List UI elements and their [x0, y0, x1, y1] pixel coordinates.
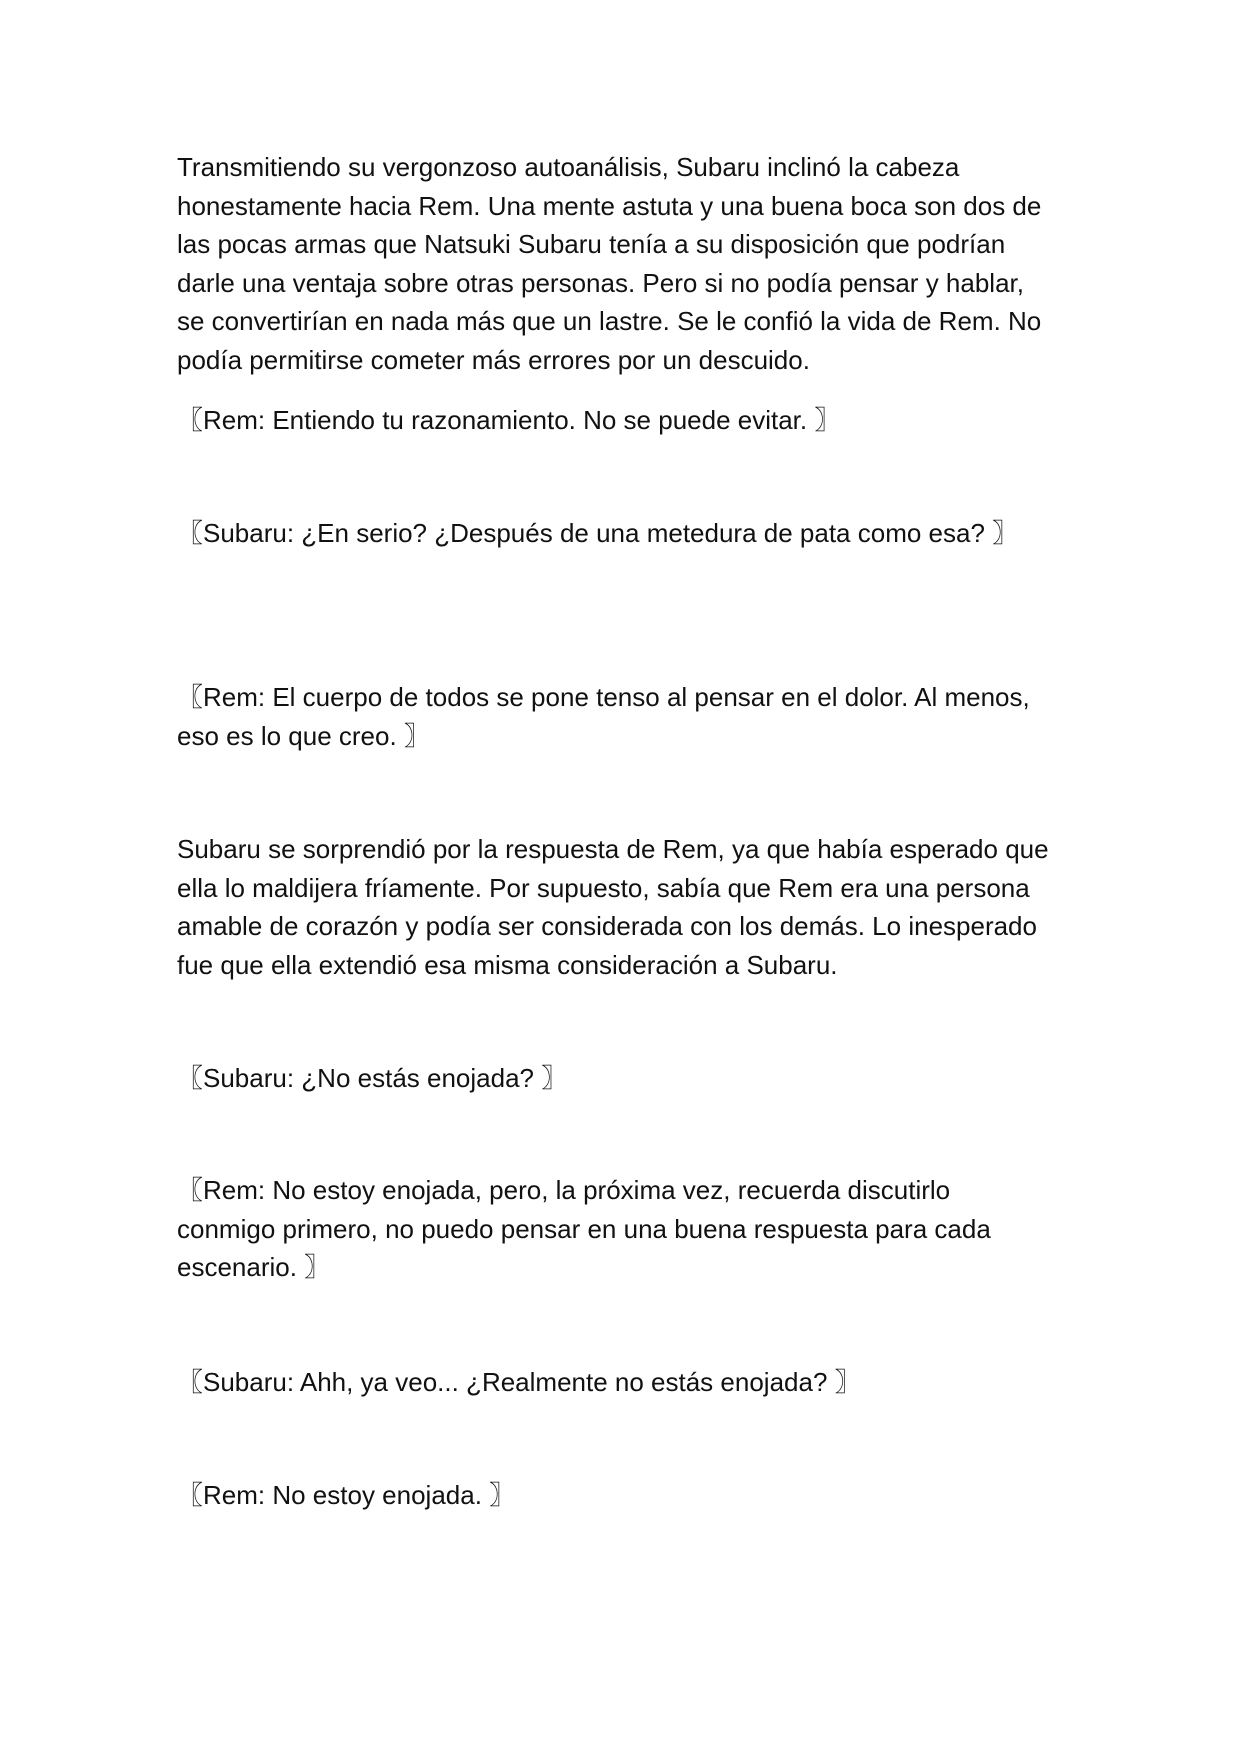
narration-paragraph-2: Subaru se sorprendió por la respuesta de Rem, ya que había esperado que ella lo maldijera fríamente. Por supuesto, sabía que Rem era una persona amable de corazón y podía ser considerada con los demás. Lo inesperado fue que ella extendió esa misma consideración a Subaru. — [177, 834, 1049, 980]
dialogue-line-subaru-3: 〖Subaru: Ahh, ya veo... ¿Realmente no estás enojada? 〗 — [177, 1367, 861, 1397]
dialogue-line-rem-3: 〖Rem: No estoy enojada, pero, la próxima vez, recuerda discutirlo conmigo primero, no puedo pensar en una buena respuesta para cada escenario. 〗 — [177, 1175, 991, 1282]
dialogue-line-rem-2: 〖Rem: El cuerpo de todos se pone tenso al pensar en el dolor. Al menos, eso es lo que creo. 〗 — [177, 682, 1030, 751]
dialogue-line-subaru-1: 〖Subaru: ¿En serio? ¿Después de una metedura de pata como esa? 〗 — [177, 518, 1019, 548]
dialogue-line-rem-4: 〖Rem: No estoy enojada. 〗 — [177, 1480, 516, 1510]
dialogue-line-rem-1: 〖Rem: Entiendo tu razonamiento. No se puede evitar. 〗 — [177, 405, 841, 435]
narration-paragraph-1: Transmitiendo su vergonzoso autoanálisis, Subaru inclinó la cabeza honestamente hacia Rem. Una mente astuta y una buena boca son dos de las pocas armas que Natsuki Subaru tenía a su disposición que podrían darle una ventaja sobre otras personas. Pero si no podía pensar y hablar, se convertirían en nada más que un lastre. Se le confió la vida de Rem. No podía permitirse cometer más errores por un descuido. — [177, 152, 1042, 375]
dialogue-line-subaru-2: 〖Subaru: ¿No estás enojada? 〗 — [177, 1063, 568, 1093]
